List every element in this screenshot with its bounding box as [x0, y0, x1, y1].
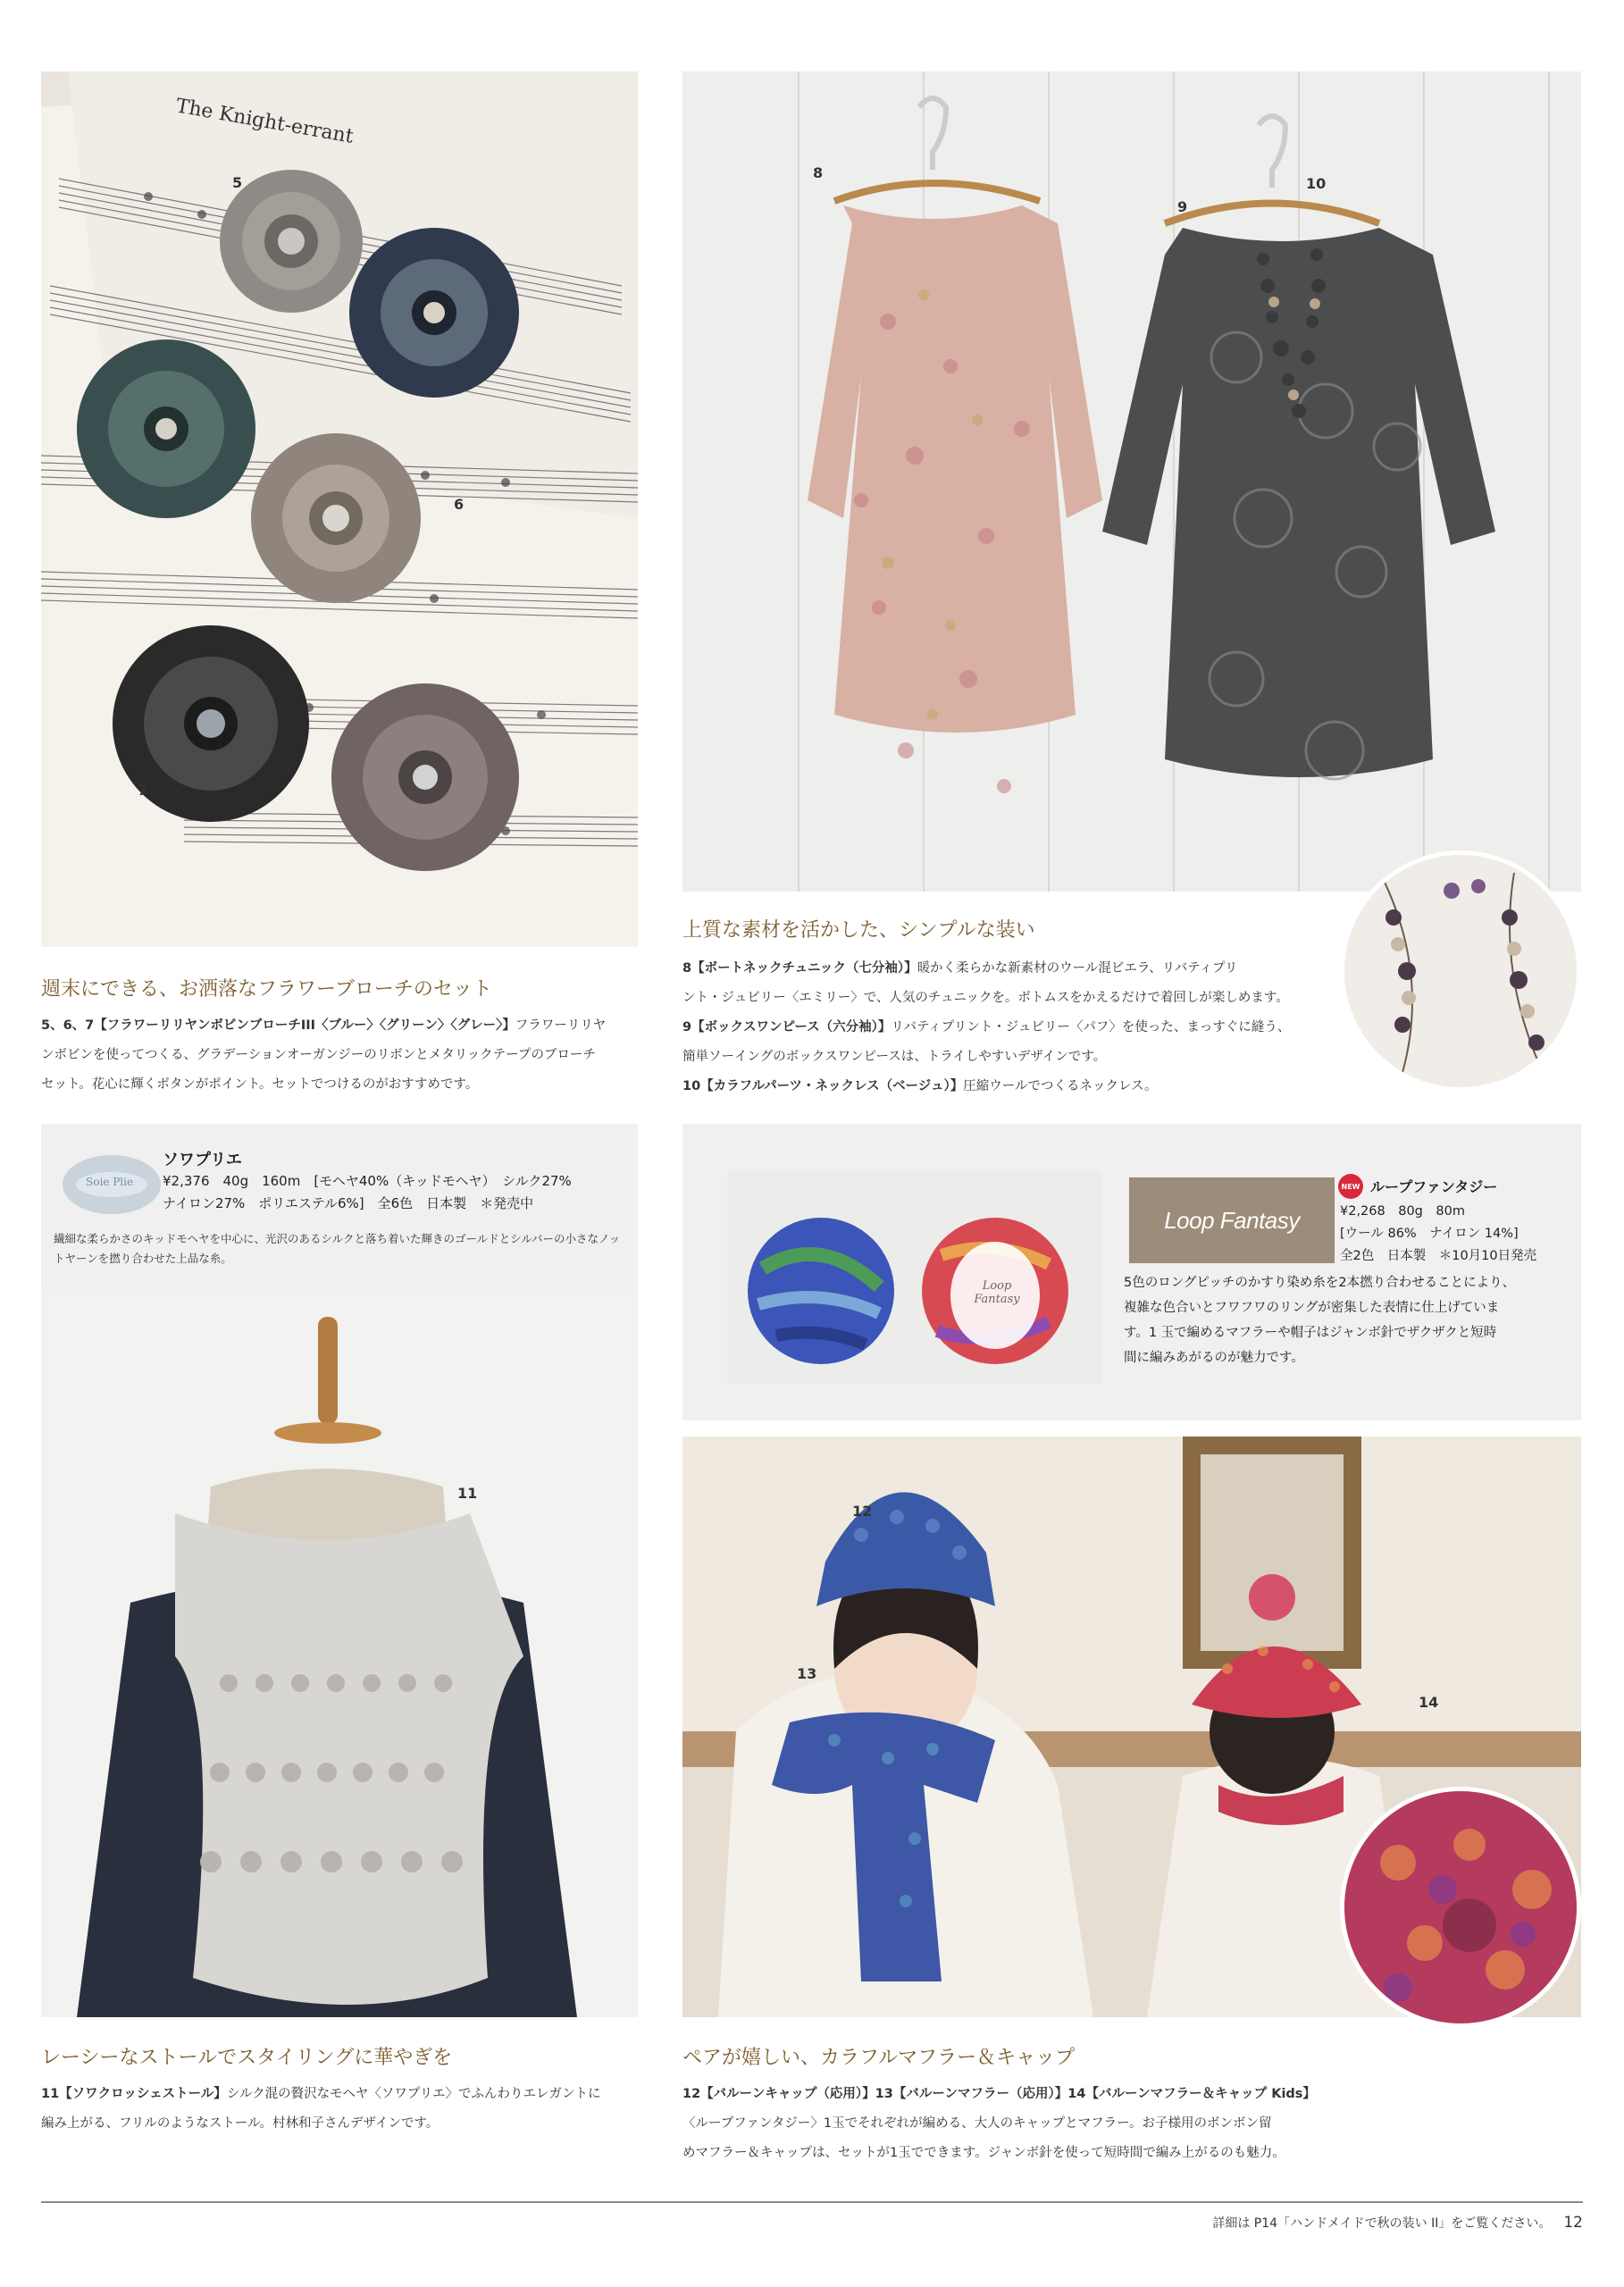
loopfantasy-ball-photo	[727, 1170, 1102, 1385]
loopfantasy-desc-line3: す。1 玉で編めるマフラーや帽子はジャンボ針でザクザクと短時	[1124, 1326, 1497, 1340]
stole-photo	[41, 1290, 638, 2017]
dress-text-line3: リバティプリント・ジュビリー〈パフ〉を使った、まっすぐに縫う、	[891, 1020, 1291, 1035]
footer	[1212, 2214, 1583, 2232]
cap-description	[682, 2080, 1397, 2168]
dress-text-line4: 簡単ソーイングのボックスワンピースは、トライしやすいデザインです。	[682, 1050, 1107, 1064]
photo-number-10: 10	[1306, 175, 1327, 192]
soieplie-desc	[54, 1229, 620, 1269]
cap-text-line2: 〈ループファンタジー〉1玉でそれぞれが編める、大人のキャップとマフラー。お子様用のボンボン留	[682, 2116, 1272, 2131]
loopfantasy-logo-text: Loop Fantasy	[1164, 1206, 1300, 1234]
loopfantasy-desc-line2: 複雑な色合いとフワフワのリングが密集した表情に仕上げていま	[1124, 1301, 1500, 1315]
dress-description	[682, 954, 1344, 1102]
loopfantasy-spec-line3: 全2色 日本製 ＊10月10日発売	[1340, 1249, 1537, 1263]
new-badge-text: NEW	[1341, 1182, 1360, 1191]
brooch-text-line3: セット。花心に輝くボタンがポイント。セットでつけるのがおすすめです。	[41, 1077, 479, 1092]
loopfantasy-desc-line4: 間に編みあがるのが魅力です。	[1124, 1351, 1304, 1365]
footer-note: 詳細は P14「ハンドメイドで秋の装い II」をご覧ください。	[1212, 2216, 1552, 2231]
cap-heading: ペアが嬉しい、カラフルマフラー＆キャップ	[682, 2047, 1076, 2069]
photo-number-11: 11	[457, 1485, 478, 1502]
loopfantasy-spec	[1340, 1201, 1536, 1268]
soieplie-ball-photo	[54, 1147, 170, 1219]
loopfantasy-spec-line1: ¥2,268 80g 80m	[1340, 1204, 1465, 1219]
photo-number-6: 6	[454, 496, 465, 513]
stole-heading: レーシーなストールでスタイリングに華やぎを	[41, 2047, 453, 2069]
loopfantasy-desc	[1124, 1270, 1515, 1370]
dress-item10-title: 10【カラフルパーツ・ネックレス（ベージュ）】	[682, 1079, 964, 1093]
muffler-inset	[1340, 1787, 1581, 2028]
page-number: 12	[1563, 2214, 1583, 2232]
loopfantasy-desc-line1: 5色のロングピッチのかすり染め糸を2本撚り合わせることにより、	[1124, 1276, 1516, 1290]
soieplie-yarn-box	[41, 1124, 638, 2017]
dress-text-line5: 圧縮ウールでつくるネックレス。	[963, 1079, 1158, 1093]
loopfantasy-yarn-box	[682, 1124, 1581, 1420]
loopfantasy-logo	[1129, 1177, 1335, 1263]
soieplie-ball-label: Soie Plie	[86, 1176, 134, 1188]
soieplie-desc-line1: 繊細な柔らかさのキッドモヘヤを中心に、光沢のあるシルクと落ち着いた輝きのゴールドとシルバーの小さなノッ	[54, 1232, 621, 1245]
stole-title: 11【ソワクロッシェストール】	[41, 2087, 227, 2101]
dress-text-line1: 暖かく柔らかな新素材のウール混ビエラ、リバティプリ	[917, 961, 1238, 976]
soieplie-spec	[163, 1170, 572, 1215]
photo-number-9: 9	[1177, 198, 1188, 215]
dress-photo	[682, 71, 1581, 892]
soieplie-spec-line2: ナイロン27% ポリエステル6%] 全6色 日本製 ＊発売中	[163, 1195, 534, 1211]
dress-text-line2: ント・ジュビリー〈エミリー〉で、人気のチュニックを。ボトムスをかえるだけで着回しが楽しめます。	[682, 991, 1289, 1005]
stole-description	[41, 2080, 649, 2139]
brooch-text-line1: フラワーリリヤ	[515, 1018, 607, 1033]
brooch-text-line2: ンボビンを使ってつくる、グラデーションオーガンジーのリボンとメタリックテープのブローチ	[41, 1048, 596, 1062]
soieplie-desc-line2: トヤーンを撚り合わせた上品な糸。	[54, 1252, 232, 1265]
brooch-heading: 週末にできる、お洒落なフラワーブローチのセット	[41, 978, 492, 1001]
brooch-description	[41, 1011, 640, 1100]
stole-text-line1: シルク混の贅沢なモヘヤ〈ソワプリエ〉でふんわりエレガントに	[226, 2087, 601, 2101]
cap-text-line3: めマフラー＆キャップは、セットが1玉でできます。ジャンボ針を使って短時間で編み上がるのも魅力。	[682, 2146, 1285, 2160]
photo-number-5: 5	[232, 174, 243, 191]
loopfantasy-name: ループファンタジー	[1370, 1178, 1498, 1195]
photo-number-12: 12	[852, 1503, 873, 1520]
soieplie-spec-line1: ¥2,376 40g 160m [モヘヤ40%（キッドモヘヤ） シルク27%	[163, 1173, 572, 1189]
brooch-title: 5、6、7【フラワーリリヤンボビンブローチIII〈ブルー〉〈グリーン〉〈グレー〉】	[41, 1018, 515, 1033]
soieplie-name: ソワプリエ	[163, 1151, 242, 1169]
photo-number-7: 7	[138, 782, 148, 799]
photo-number-14: 14	[1419, 1694, 1439, 1711]
new-badge	[1338, 1174, 1363, 1199]
necklace-inset	[1340, 850, 1581, 1092]
dress-heading: 上質な素材を活かした、シンプルな装い	[682, 919, 1035, 942]
loopfantasy-ball-label: Loop Fantasy	[974, 1279, 1020, 1306]
svg-text:The Knight-errant: The Knight-errant	[173, 95, 356, 148]
footer-rule	[41, 2201, 1583, 2203]
cap-title: 12【バルーンキャップ（応用）】13【バルーンマフラー（応用）】14【バルーンマフラー＆キャップ Kids】	[682, 2087, 1316, 2101]
photo-number-8: 8	[813, 164, 824, 181]
brooch-photo	[41, 71, 638, 947]
loopfantasy-spec-line2: [ウール 86% ナイロン 14%]	[1340, 1227, 1519, 1241]
stole-text-line2: 編み上がる、フリルのようなストール。村林和子さんデザインです。	[41, 2116, 439, 2131]
photo-number-13: 13	[797, 1665, 817, 1682]
dress-item9-title: 9【ボックスワンピース（六分袖）】	[682, 1020, 892, 1035]
dress-item8-title: 8【ボートネックチュニック（七分袖）】	[682, 961, 917, 976]
